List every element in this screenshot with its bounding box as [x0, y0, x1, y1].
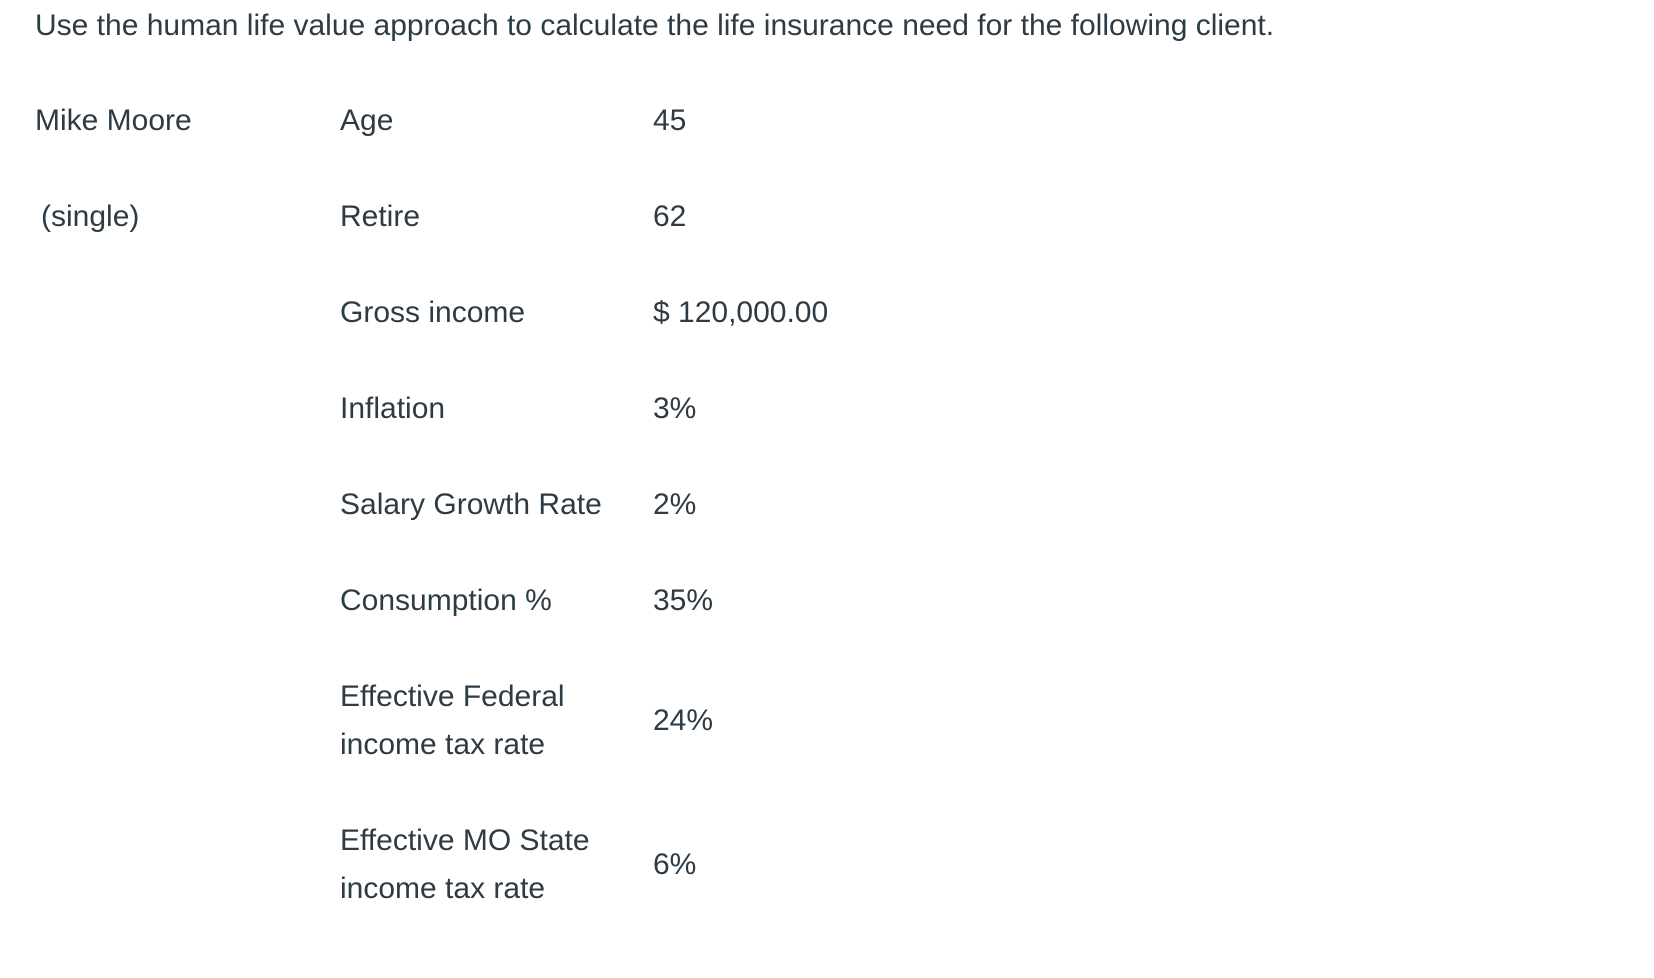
value-inflation: 3%	[653, 392, 697, 425]
value-salary-growth-rate: 2%	[653, 488, 697, 521]
value-gross-income: $ 120,000.00	[653, 296, 829, 329]
label-age: Age	[340, 104, 394, 137]
value-state-tax: 6%	[653, 848, 697, 881]
label-consumption: Consumption %	[340, 584, 552, 617]
client-status: (single)	[41, 200, 140, 233]
question-text: Use the human life value approach to calculate the life insurance need for the following client.	[35, 9, 1275, 42]
label-retire: Retire	[340, 200, 421, 233]
label-gross-income: Gross income	[340, 296, 526, 329]
label-state-tax-line2: income tax rate	[340, 872, 546, 905]
label-inflation: Inflation	[340, 392, 446, 425]
value-retire: 62	[653, 200, 687, 233]
label-federal-tax-line1: Effective Federal	[340, 680, 565, 713]
label-state-tax-line1: Effective MO State	[340, 824, 590, 857]
value-consumption: 35%	[653, 584, 714, 617]
label-federal-tax-line2: income tax rate	[340, 728, 546, 761]
client-name: Mike Moore	[35, 104, 192, 137]
value-age: 45	[653, 104, 687, 137]
value-federal-tax: 24%	[653, 704, 714, 737]
label-salary-growth-rate: Salary Growth Rate	[340, 488, 602, 521]
